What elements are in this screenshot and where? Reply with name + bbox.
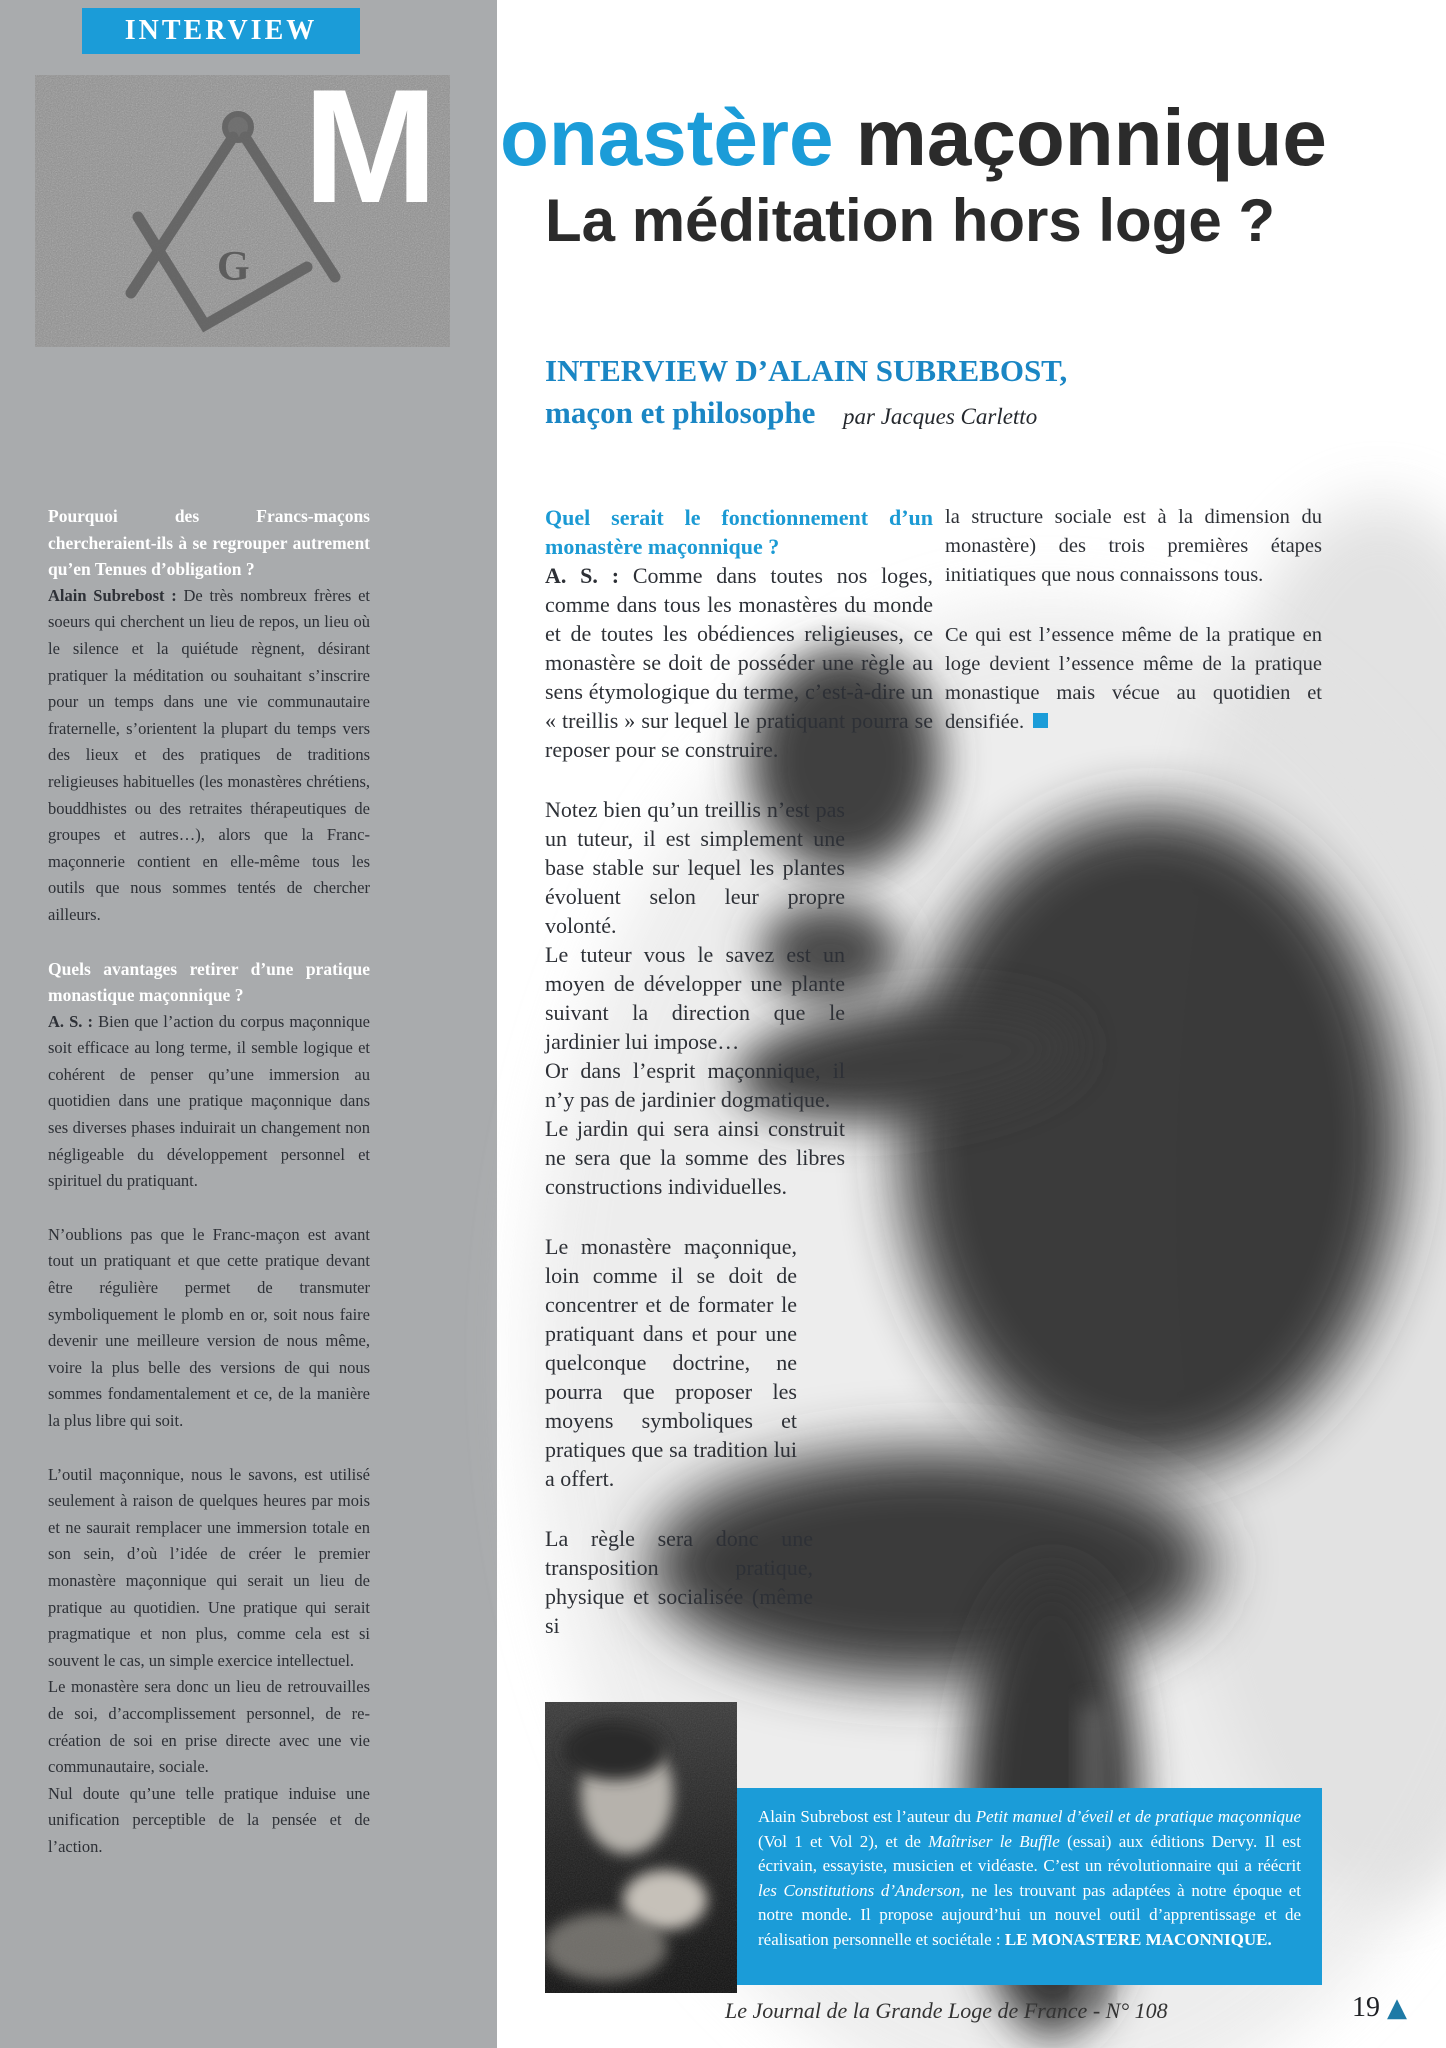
answer-paragraph: la structure sociale est à la dimension du monastère) des trois premières étapes initiatiques que nous connaissons tous.: [945, 506, 1322, 586]
title-word-blue: onastère: [500, 93, 834, 182]
answer-text: Bien que l’action du corpus maçonnique soit efficace au long terme, il semble logique et cohérent de penser qu’une immersion au quotidien dans une pratique maçonnique dans ses diverses phases induirait un changement non négligeable du développement personnel et spirituel du pratiquant.: [48, 1011, 371, 1191]
bio-segment-italic: Petit manuel d’éveil et de pratique maçonnique: [975, 1807, 1301, 1826]
answer-paragraph: Le jardin qui sera ainsi construit ne sera que la somme des libres constructions individuelles.: [545, 1116, 845, 1199]
kicker-line2: maçon et philosophe: [545, 395, 816, 430]
page-subtitle: La méditation hors loge ?: [545, 187, 1276, 254]
question-heading-3: Quel serait le fonctionnement d’un monastère maçonnique ?: [545, 505, 933, 559]
bio-segment-bold: LE MONASTERE MACONNIQUE.: [1004, 1929, 1272, 1949]
bio-segment: Alain Subrebost est l’auteur du: [758, 1807, 976, 1826]
page-title: [500, 93, 1327, 182]
speaker-lead: A. S. :: [545, 563, 620, 588]
answer-paragraph: [945, 621, 1322, 737]
interview-badge-label: INTERVIEW: [124, 15, 318, 46]
speaker-lead: A. S. :: [48, 1011, 93, 1031]
answer-paragraph: N’oublions pas que le Franc-maçon est avant tout un pratiquant et que cette pratique devant être régulière permet de transmuter symboliquement le plomb en or, soit nous faire devenir une meilleure version de nous même, voire la plus belle des versions de qui nous sommes fondamentalement et ce, de la manière la plus libre qui soit.: [48, 1224, 370, 1430]
author-bio-box: [737, 1788, 1322, 1985]
answer-paragraph: Or dans l’esprit maçonnique, il n’y pas de jardinier dogmatique.: [545, 1058, 845, 1112]
answer-paragraph: Nul doute qu’une telle pratique induise une unification perceptible de la pensée et de l’action.: [48, 1783, 370, 1856]
column-left: [48, 503, 370, 1861]
speaker-lead: Alain Subrebost :: [48, 585, 177, 605]
answer-paragraph: Le monastère maçonnique, loin comme il se doit de concentrer et de formater le pratiquant dans et pour une quelconque doctrine, ne pourra que proposer les moyens symboliques et pratiques que sa tradition lui a offert.: [545, 1234, 797, 1491]
bio-segment: (Vol 1 et Vol 2), et de: [758, 1831, 929, 1851]
answer-text: Ce qui est l’essence même de la pratique en loge devient l’essence même de la pratique monastique mais vécue au quotidien et densifiée.: [945, 624, 1322, 733]
kicker-line1: INTERVIEW D’ALAIN SUBREBOST,: [545, 353, 1068, 388]
byline: par Jacques Carletto: [843, 404, 1038, 429]
end-mark-icon: [1033, 713, 1048, 728]
page-number: [1352, 1992, 1407, 2024]
answer-paragraph: [545, 561, 933, 764]
page-triangle-icon: ▲: [1387, 1993, 1407, 2023]
answer-text: De très nombreux frères et soeurs qui cherchent un lieu de repos, un lieu où le silence et la quiétude règnent, désirant pratiquer la méditation ou souhaitant s’inscrire pour un temps dans une vie communautaire fraternelle, s’orientent la plupart du temps vers des lieux et des pratiques de traditions religieuses habituelles (les monastères chrétiens, bouddhistes ou des retraites thérapeutiques de groupes et autres…), alors que la Franc-maçonnerie contient en elle-même tous les outils que nous sommes tentés de chercher ailleurs.: [48, 585, 370, 924]
question-heading-2: Quels avantages retirer d’une pratique monastique maçonnique ?: [48, 958, 370, 1006]
column-middle: [545, 503, 933, 1640]
masonic-g-letter: G: [217, 244, 250, 290]
bio-segment: (essai) aux éditions Dervy. Il est écrivain, essayiste, musicien et vidéaste. C’est un révolutionnaire qui a réécrit: [758, 1831, 1301, 1876]
answer-paragraph: Le monastère sera donc un lieu de retrouvailles de soi, d’accomplissement personnel, de re-création de soi en prise directe avec une vie communautaire, sociale.: [48, 1677, 370, 1777]
bio-segment-italic: les Constitutions d’Anderson: [758, 1880, 961, 1900]
page-number-value: 19: [1352, 1992, 1380, 2023]
question-heading-1: Pourquoi des Francs-maçons chercheraient-ils à se regrouper autrement qu’en Tenues d’obligation ?: [48, 506, 370, 580]
column-right: [945, 503, 1322, 737]
bio-segment: , ne les trouvant pas adaptées à notre époque et notre monde. Il propose aujourd’hui un nouvel outil d’apprentissage et de réalisation personnelle et sociétale :: [758, 1880, 1301, 1949]
answer-paragraph: L’outil maçonnique, nous le savons, est utilisé seulement à raison de quelques heures par mois et ne saurait remplacer une immersion totale en son sein, d’où l’idée de créer le premier monastère maçonnique qui serait un lieu de pratique au quotidien. Une pratique qui serait pragmatique et non plus, comme cela est si souvent le cas, un simple exercice intellectuel.: [48, 1464, 370, 1670]
title-word-dark: maçonnique: [833, 93, 1327, 182]
footer-journal: Le Journal de la Grande Loge de France - N° 108: [725, 1998, 1168, 2023]
answer-paragraph: [48, 1009, 370, 1195]
author-bio-text: [758, 1805, 1301, 1953]
title-drop-cap: M: [303, 56, 438, 237]
answer-paragraph: Le tuteur vous le savez est un moyen de développer une plante suivant la direction que le jardinier lui impose…: [545, 942, 845, 1054]
answer-paragraph: Notez bien qu’un treillis n’est pas un tuteur, il est simplement une base stable sur lequel les plantes évoluent selon leur propre volonté.: [545, 797, 845, 938]
answer-text: Comme dans toutes nos loges, comme dans tous les monastères du monde et de toutes les obédiences religieuses, ce monastère se doit de posséder une règle au sens étymologique du terme, c’est-à-dire un « treillis » sur lequel le pratiquant pourra se reposer pour se construire.: [545, 563, 934, 762]
author-photo: [545, 1702, 737, 1993]
bio-segment-italic: Maîtriser le Buffle: [928, 1831, 1060, 1851]
answer-paragraph: [48, 583, 370, 929]
answer-paragraph: La règle sera donc une transposition pratique, physique et socialisée (même si: [545, 1526, 813, 1638]
interview-badge: [82, 8, 360, 54]
